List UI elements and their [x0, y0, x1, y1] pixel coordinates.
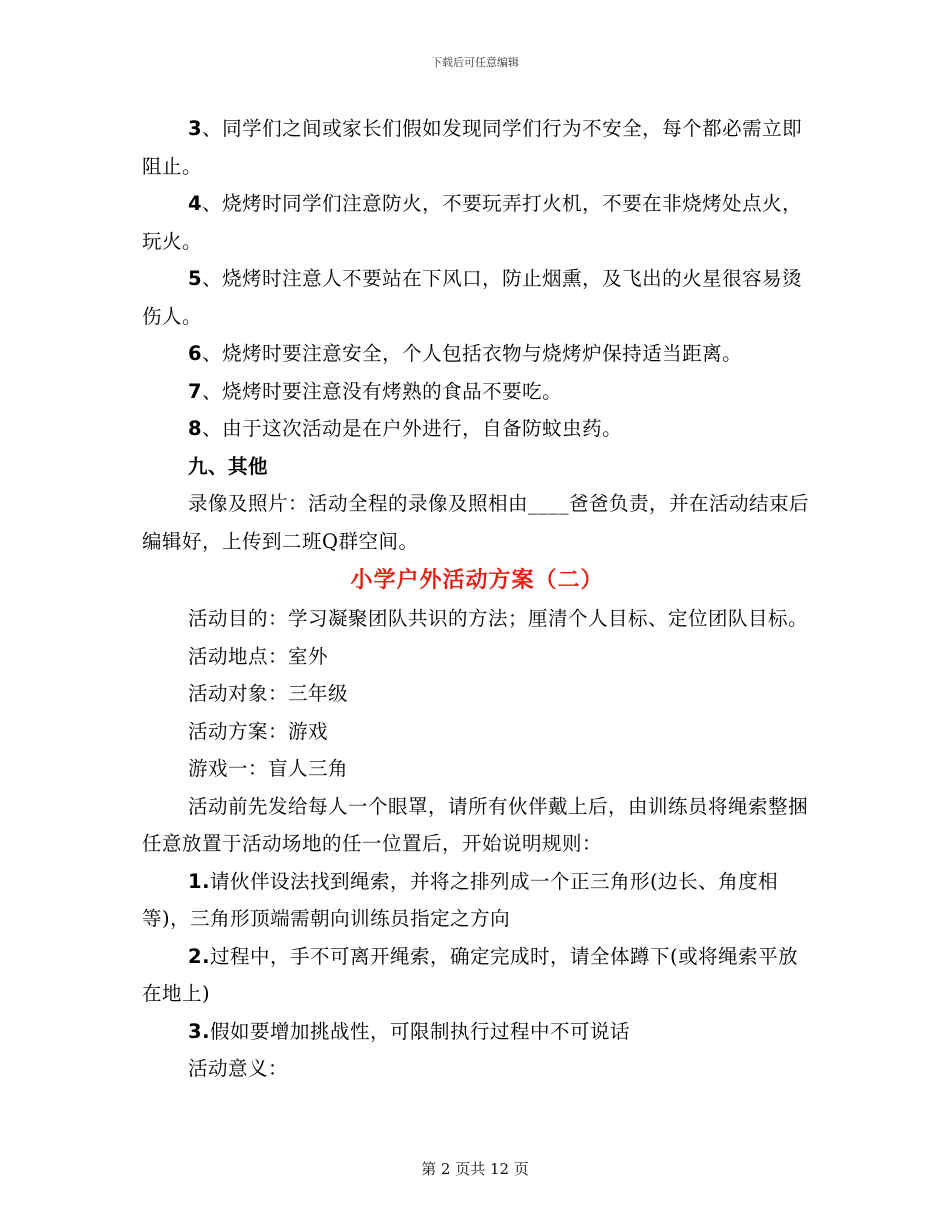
safety-item-8	[142, 410, 812, 448]
rule-item-1	[142, 863, 812, 938]
item-text: 、由于这次活动是在户外进行，自备防蚊虫药。	[202, 417, 623, 440]
safety-item-4	[142, 185, 812, 260]
rule-number: 1.	[188, 869, 210, 893]
rule-item-3	[142, 1013, 812, 1051]
safety-item-3	[142, 110, 812, 185]
rule-number: 3.	[188, 1019, 210, 1043]
page-footer: 第 2 页共 12 页	[421, 1160, 529, 1178]
plan2-title: 小学户外活动方案（二）	[350, 567, 604, 593]
item-number: 6	[188, 342, 203, 365]
item-number: 4	[188, 192, 203, 215]
game-intro: 活动前先发给每人一个眼罩，请所有伙伴戴上后，由训练员将绳索整捆任意放置于活动场地的任一位置后，开始说明规则：	[142, 794, 809, 855]
safety-item-5	[142, 260, 812, 335]
rule-number: 2.	[188, 944, 210, 968]
rule-text: 假如要增加挑战性，可限制执行过程中不可说话	[209, 1019, 630, 1043]
item-text: 、烧烤时要注意安全，个人包括衣物与烧烤炉保持适当距离。	[202, 342, 743, 365]
activity-purpose: 活动目的：学习凝聚团队共识的方法；厘清个人目标、定位团队目标。	[188, 607, 809, 630]
item-number: 8	[188, 417, 203, 440]
rule-text: 过程中，手不可离开绳索，确定完成时，请全体蹲下(或将绳索平放在地上)	[142, 944, 799, 1005]
document-body	[142, 110, 812, 1088]
section-heading-other: 九、其他	[188, 454, 269, 478]
item-text: 、同学们之间或家长们假如发现同学们行为不安全，每个都必需立即阻止。	[142, 117, 803, 178]
section-other-text: 录像及照片：活动全程的录像及照相由____爸爸负责，并在活动结束后编辑好，上传到二班Q群空间。	[142, 492, 810, 553]
safety-item-6	[142, 335, 812, 373]
item-text: 、烧烤时要注意没有烤熟的食品不要吃。	[202, 379, 563, 403]
item-number: 3	[188, 117, 203, 140]
activity-scheme: 活动方案：游戏	[188, 719, 329, 743]
item-text: 、烧烤时注意人不要站在下风口，防止烟熏，及飞出的火星很容易烫伤人。	[142, 267, 803, 328]
activity-target: 活动对象：三年级	[188, 682, 349, 705]
activity-meaning: 活动意义：	[188, 1057, 289, 1080]
safety-item-7	[142, 373, 812, 411]
activity-location: 活动地点：室外	[188, 644, 329, 668]
rule-text: 请伙伴设法找到绳索，并将之排列成一个正三角形(边长、角度相等)，三角形顶端需朝向训练员指定之方向	[142, 869, 779, 930]
page-header: 下载后可任意编辑	[431, 56, 519, 69]
rule-item-2	[142, 938, 812, 1013]
item-number: 7	[188, 379, 203, 403]
item-text: 、烧烤时同学们注意防火，不要玩弄打火机，不要在非烧烤处点火，玩火。	[142, 192, 803, 253]
game-one-title: 游戏一：盲人三角	[188, 757, 349, 780]
item-number: 5	[188, 267, 203, 290]
